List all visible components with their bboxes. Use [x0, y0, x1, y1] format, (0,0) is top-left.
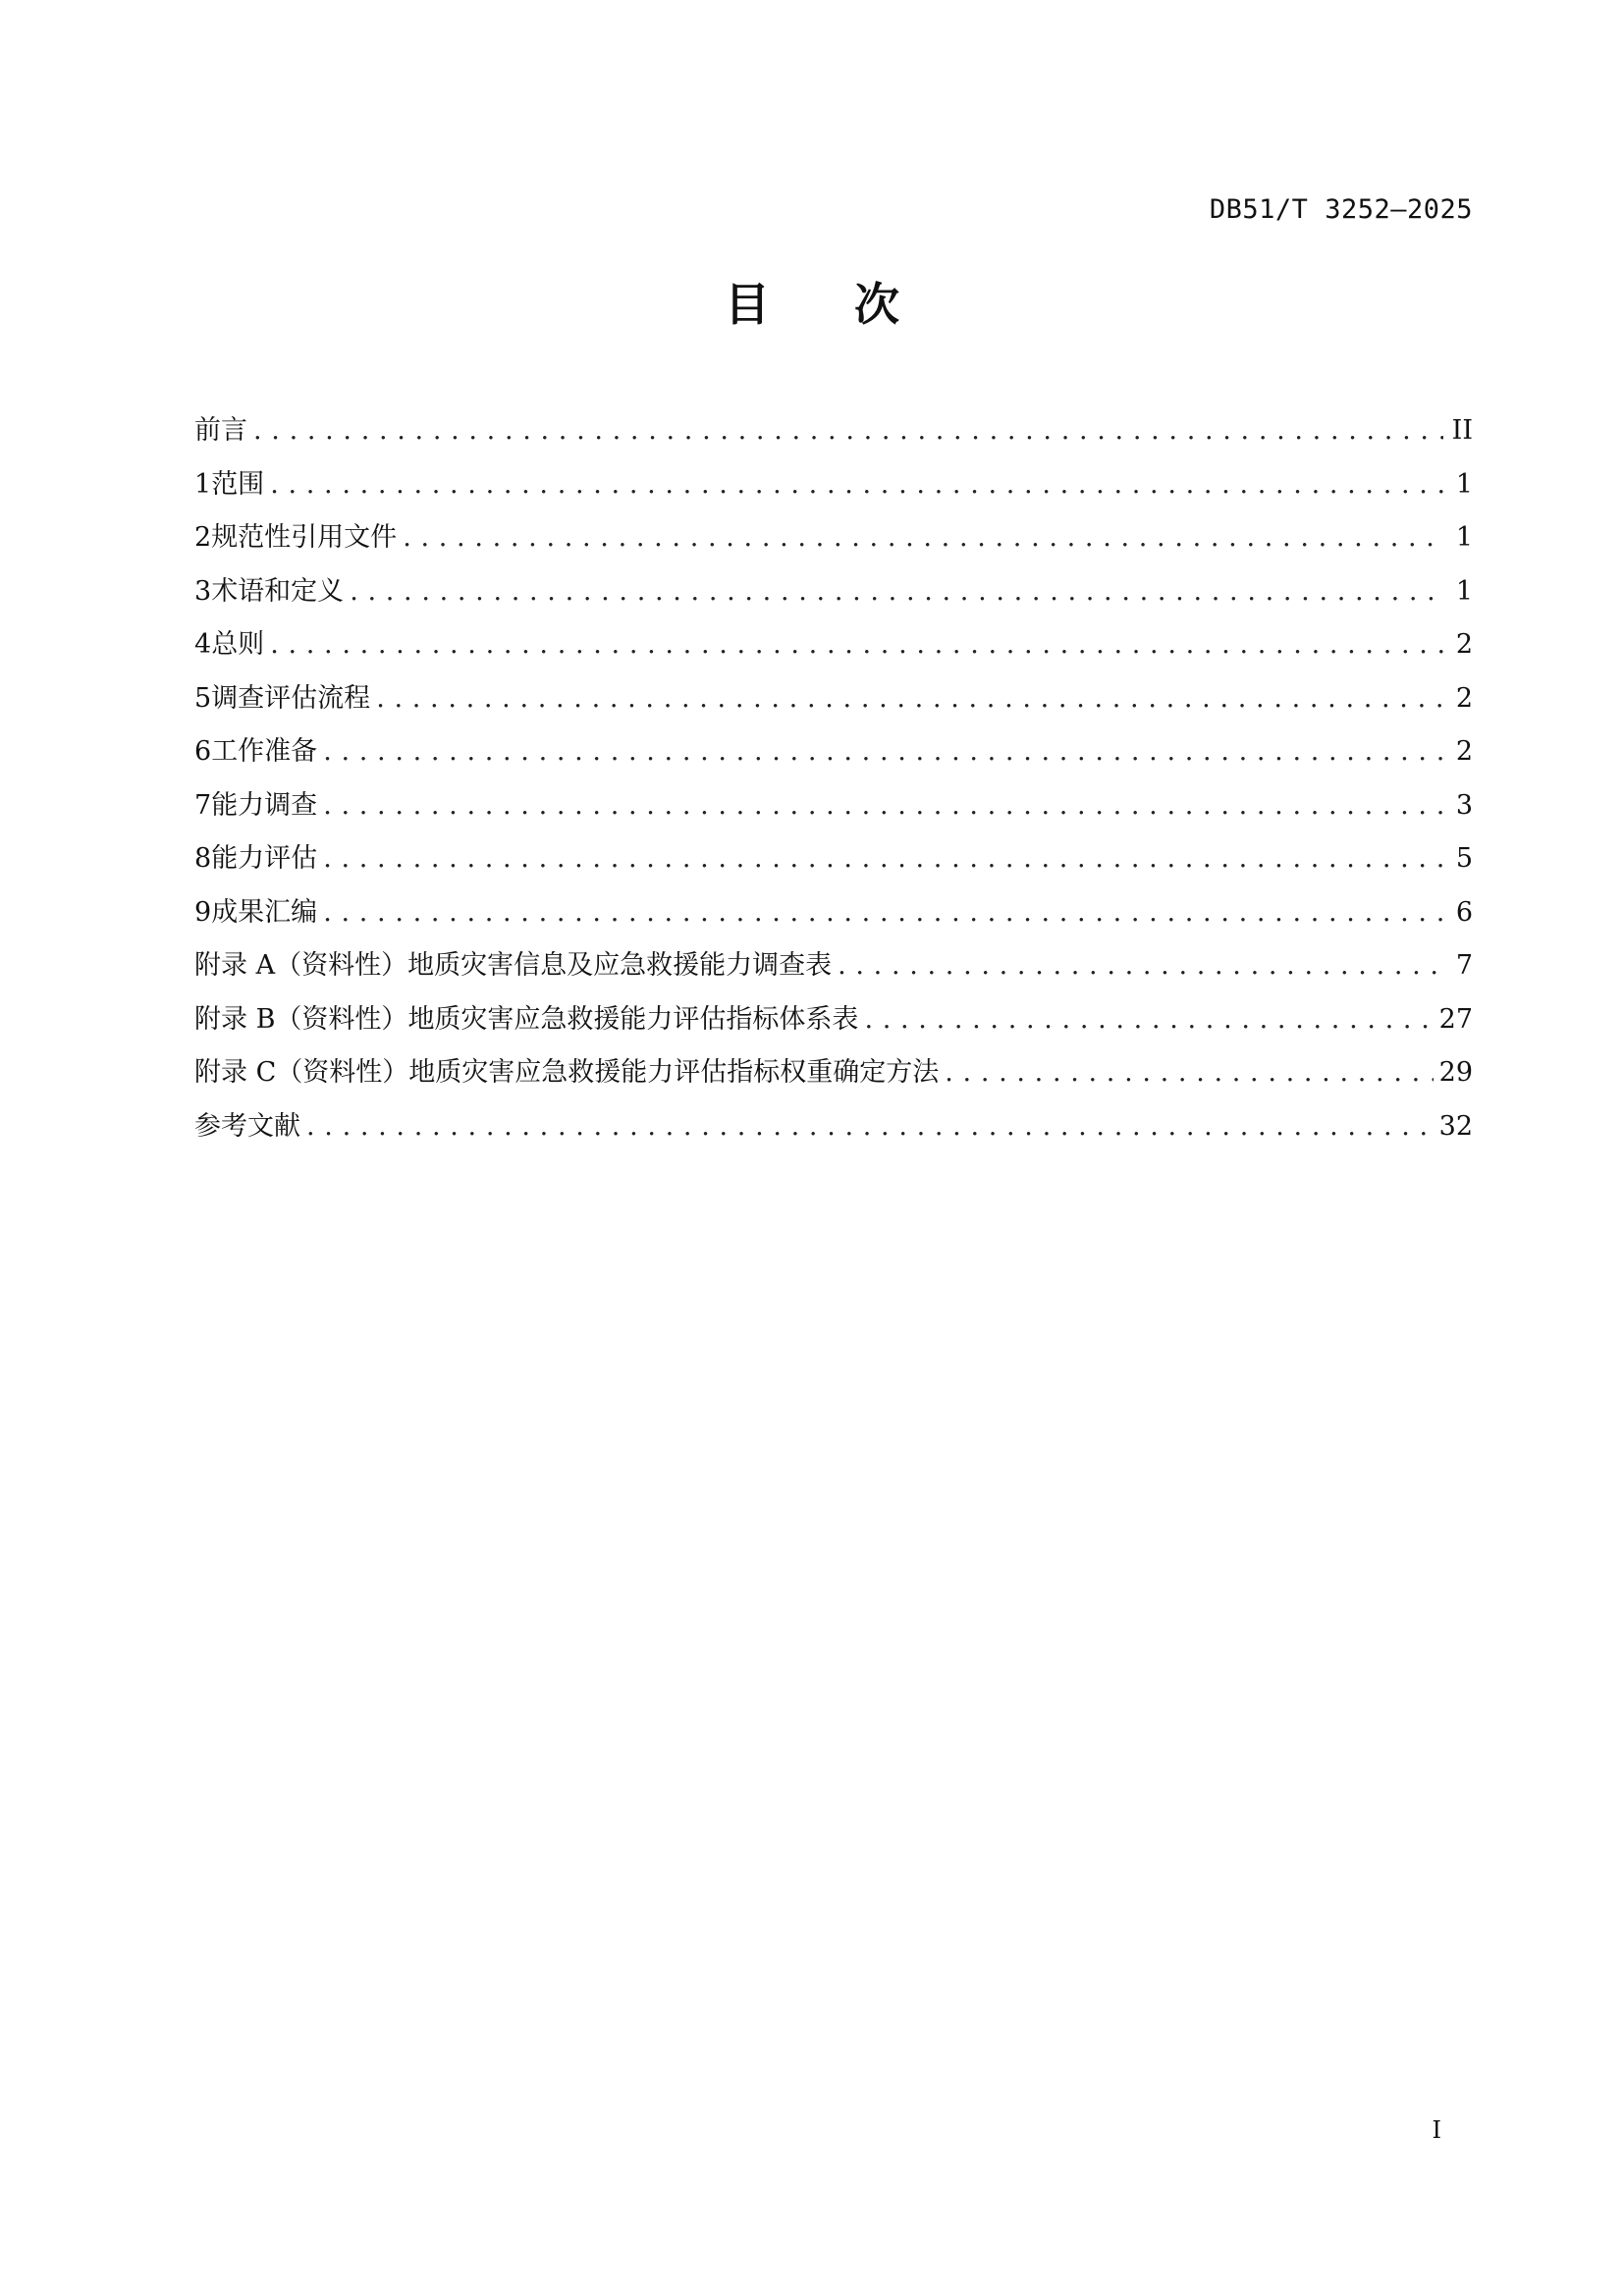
toc-entry-page: 5 [1455, 843, 1473, 874]
toc-leader-dots [323, 832, 1443, 886]
toc-entry-annex-a[interactable] [194, 939, 1473, 993]
toc-entry-page: 27 [1438, 1003, 1473, 1035]
title-char-1: 目 [725, 278, 770, 331]
toc-entry-label: 地质灾害应急救援能力评估指标权重确定方法 [408, 1057, 940, 1088]
toc-leader-dots [306, 1100, 1434, 1154]
toc-entry-preparation[interactable] [194, 725, 1473, 779]
page-title [0, 269, 1624, 334]
toc-entry-general-rules[interactable] [194, 618, 1473, 672]
toc-entry-capability-survey[interactable] [194, 779, 1473, 833]
toc-entry-number: 9 [194, 896, 212, 928]
toc-entry-terms-definitions[interactable] [194, 565, 1473, 619]
toc-entry-number: 5 [194, 682, 212, 714]
toc-entry-label: 范围 [211, 468, 265, 500]
toc-annex-prefix: 附录 B（资料性） [194, 1003, 408, 1035]
toc-entry-page: 2 [1455, 736, 1473, 767]
toc-entry-scope[interactable] [194, 458, 1473, 512]
toc-entry-capability-assessment[interactable] [194, 832, 1473, 886]
toc-entry-label: 能力调查 [211, 789, 318, 821]
toc-entry-number: 2 [194, 522, 212, 553]
toc-entry-number: 7 [194, 789, 212, 821]
toc-entry-label: 术语和定义 [211, 575, 345, 607]
toc-annex-prefix: 附录 C（资料性） [194, 1057, 409, 1088]
toc-entry-number: 6 [194, 736, 212, 767]
toc-entry-page: 3 [1455, 789, 1473, 821]
toc-entry-page: 7 [1455, 950, 1473, 981]
toc-entry-page: 2 [1455, 682, 1473, 714]
toc-entry-label: 地质灾害应急救援能力评估指标体系表 [407, 1003, 859, 1035]
toc-entry-label: 能力评估 [211, 843, 318, 874]
toc-entry-label: 工作准备 [211, 736, 318, 767]
document-code: DB51/T 3252—2025 [1209, 194, 1473, 225]
toc-leader-dots [323, 779, 1443, 833]
toc-leader-dots [253, 404, 1443, 458]
toc-entry-page: 32 [1438, 1110, 1473, 1142]
title-char-2: 次 [854, 278, 899, 331]
toc-annex-prefix: 附录 A（资料性） [194, 950, 408, 981]
toc-entry-label: 前言 [194, 415, 247, 446]
toc-leader-dots [838, 939, 1443, 993]
toc-leader-dots [403, 511, 1443, 565]
toc-leader-dots [323, 886, 1443, 940]
toc-entry-number: 1 [194, 468, 212, 500]
toc-entry-bibliography[interactable] [194, 1100, 1473, 1154]
toc-entry-page: 29 [1438, 1057, 1473, 1088]
toc-entry-page: 1 [1455, 468, 1473, 500]
toc-entry-page: II [1451, 415, 1473, 446]
toc-entry-label: 规范性引用文件 [211, 522, 398, 553]
toc-entry-normative-references[interactable] [194, 511, 1473, 565]
toc-entry-label: 调查评估流程 [211, 682, 371, 714]
toc-entry-number: 4 [194, 629, 212, 660]
toc-entry-number: 8 [194, 843, 212, 874]
toc-entry-label: 参考文献 [194, 1110, 300, 1142]
toc-entry-label: 成果汇编 [211, 896, 318, 928]
toc-leader-dots [270, 458, 1443, 512]
toc-leader-dots [323, 725, 1443, 779]
toc-entry-label: 总则 [211, 629, 265, 660]
toc-entry-assessment-process[interactable] [194, 672, 1473, 726]
toc-entry-page: 1 [1455, 575, 1473, 607]
table-of-contents [194, 404, 1473, 1153]
toc-entry-page: 6 [1455, 896, 1473, 928]
toc-entry-page: 2 [1455, 629, 1473, 660]
toc-leader-dots [270, 618, 1443, 672]
toc-entry-annex-b[interactable] [194, 993, 1473, 1047]
page-folio: I [1432, 2116, 1441, 2144]
toc-entry-label: 地质灾害信息及应急救援能力调查表 [407, 950, 833, 981]
toc-leader-dots [864, 993, 1433, 1047]
toc-leader-dots [945, 1046, 1433, 1100]
toc-entry-page: 1 [1455, 522, 1473, 553]
toc-entry-annex-c[interactable] [194, 1046, 1473, 1100]
toc-entry-foreword[interactable] [194, 404, 1473, 458]
toc-leader-dots [350, 565, 1443, 619]
toc-leader-dots [376, 672, 1443, 726]
toc-entry-results-compilation[interactable] [194, 886, 1473, 940]
toc-entry-number: 3 [194, 575, 212, 607]
